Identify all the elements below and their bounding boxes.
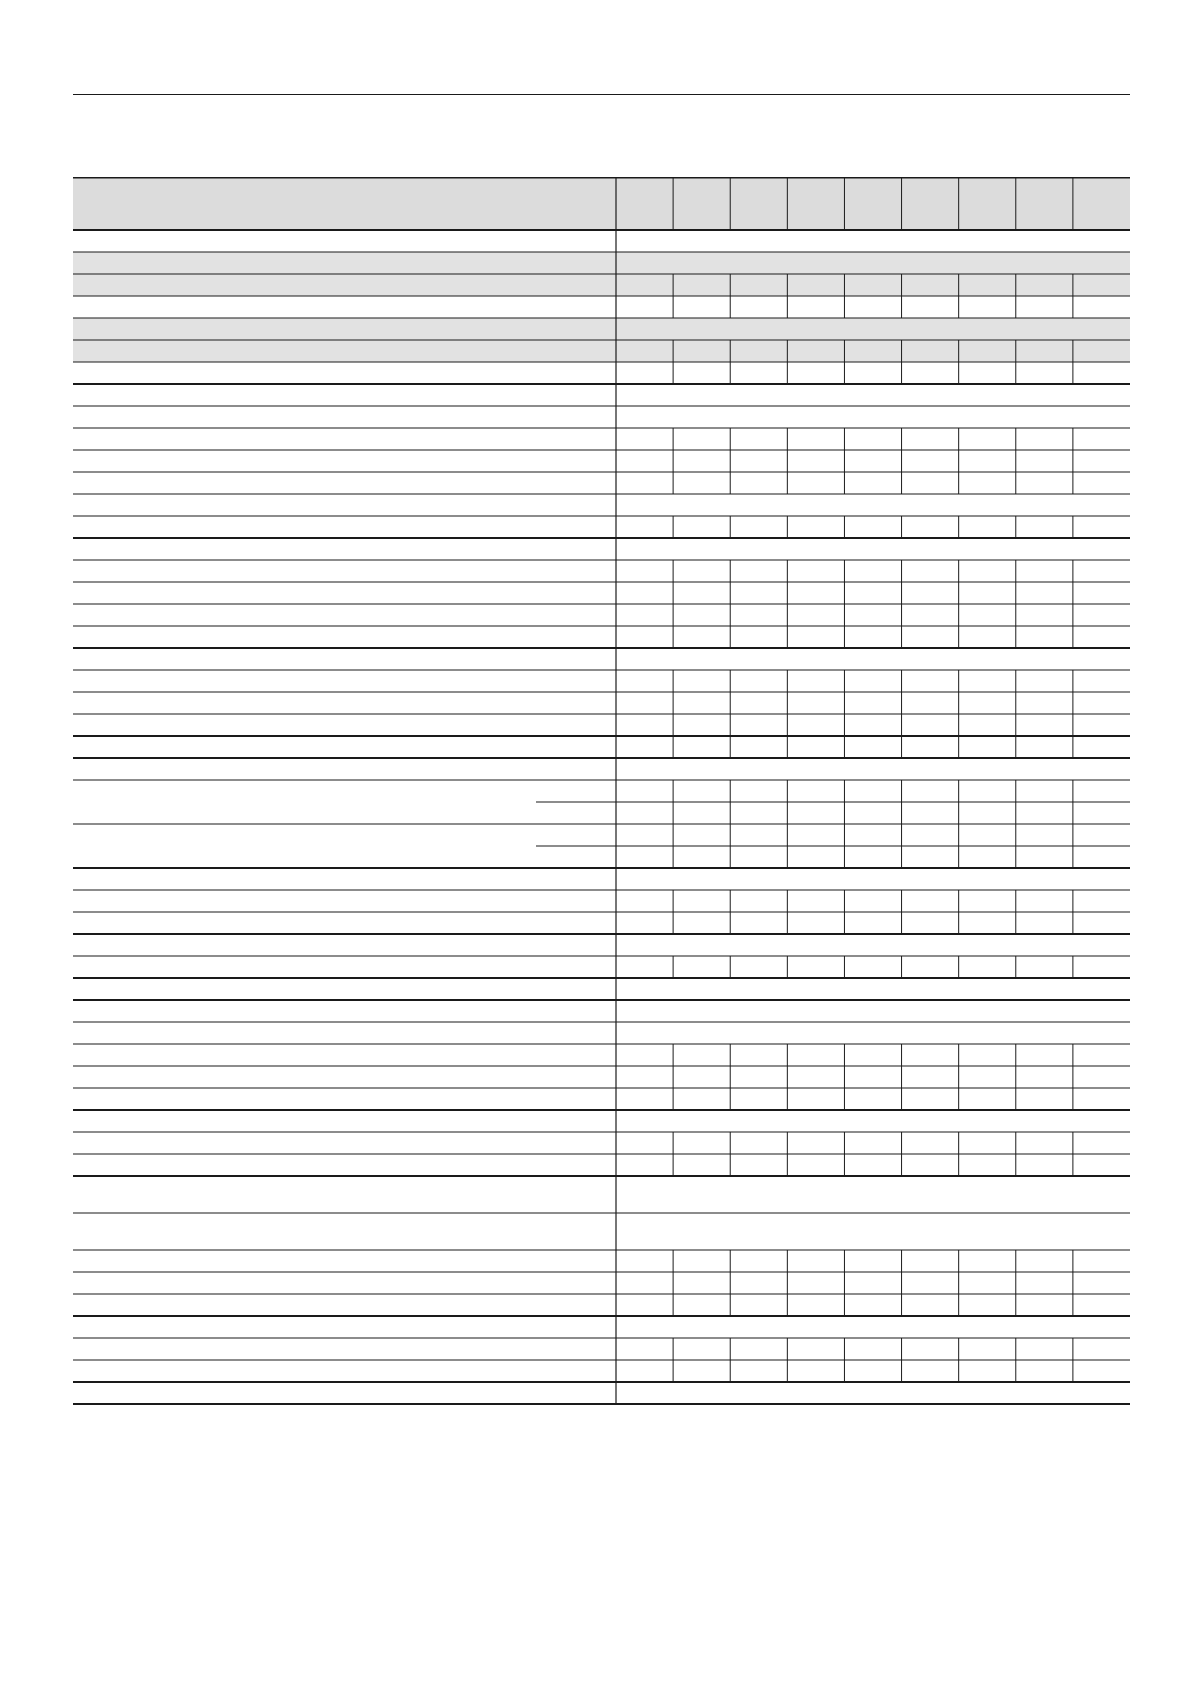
table-row	[73, 297, 1130, 318]
table-row-shaded	[73, 253, 1130, 274]
table-row	[73, 583, 1130, 604]
table-row	[73, 935, 1130, 956]
table-row	[73, 1273, 1130, 1294]
table-row	[73, 737, 1130, 758]
table-row	[73, 1045, 1130, 1066]
table-row	[73, 605, 1130, 626]
table-row-shaded	[73, 319, 1130, 340]
table-row	[73, 1111, 1130, 1132]
table-row	[73, 913, 1130, 934]
table-row	[73, 1001, 1130, 1022]
table-row	[73, 561, 1130, 582]
table-row	[73, 1155, 1130, 1176]
table-row	[73, 517, 1130, 538]
table-row	[73, 385, 1130, 406]
table-header-row	[73, 179, 1130, 230]
table-row	[73, 869, 1130, 890]
table-row	[73, 1383, 1130, 1404]
table-row	[73, 473, 1130, 494]
table-row	[73, 627, 1130, 648]
table-row	[73, 825, 1130, 846]
table-row	[73, 847, 1130, 868]
table-row	[73, 1317, 1130, 1338]
table-row	[73, 803, 1130, 824]
table-row-shaded	[73, 341, 1130, 362]
table-row	[73, 231, 1130, 252]
table-row	[73, 1251, 1130, 1272]
table-row	[73, 1067, 1130, 1088]
table-row	[73, 781, 1130, 802]
table-row	[73, 539, 1130, 560]
table-row	[73, 363, 1130, 384]
table-row	[73, 1339, 1130, 1360]
table-row	[73, 1177, 1130, 1213]
table-row	[73, 407, 1130, 428]
table-row	[73, 495, 1130, 516]
table-row	[73, 1295, 1130, 1316]
table-row	[73, 759, 1130, 780]
table-row	[73, 451, 1130, 472]
table-row	[73, 649, 1130, 670]
table-row	[73, 1023, 1130, 1044]
table-row	[73, 891, 1130, 912]
table-row	[73, 671, 1130, 692]
table-row	[73, 979, 1130, 1000]
table-row	[73, 429, 1130, 450]
table-row	[73, 693, 1130, 714]
table-row	[73, 1089, 1130, 1110]
table-row	[73, 1214, 1130, 1250]
table-row	[73, 957, 1130, 978]
table-row	[73, 715, 1130, 736]
table-row-shaded	[73, 275, 1130, 296]
table-row	[73, 1133, 1130, 1154]
table-row	[73, 1361, 1130, 1382]
